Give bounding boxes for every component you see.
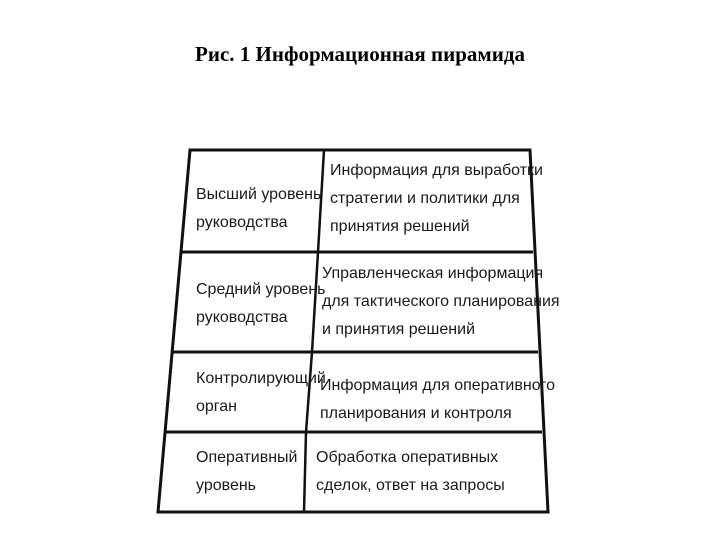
level-1-right-line: стратегии и политики для [330, 190, 520, 207]
level-4-left-line: Оперативный [196, 449, 298, 466]
level-3-right-line: Информация для оперативного [320, 377, 555, 394]
level-2-right-line: Управленческая информация [322, 265, 544, 282]
level-3-left [196, 365, 326, 421]
level-4-left-line: уровень [196, 477, 257, 494]
level-4-right [316, 444, 505, 500]
level-3-left-line: орган [196, 398, 238, 415]
level-4-right-line: Обработка оперативных [316, 449, 499, 466]
level-2-left-line: руководства [196, 309, 288, 326]
level-3-right [320, 372, 555, 428]
level-1-left [196, 181, 321, 237]
level-2-left-line: Средний уровень [196, 281, 326, 298]
level-1-left-line: руководства [196, 214, 288, 231]
level-1-left-line: Высший уровень [196, 186, 322, 203]
level-2-right-line: и принятия решений [322, 321, 475, 338]
level-1-right [330, 157, 543, 241]
level-1-right-line: Информация для выработки [330, 162, 543, 179]
level-4-right-line: сделок, ответ на запросы [316, 477, 505, 494]
level-2-right-line: для тактического планирования [322, 293, 560, 310]
level-4-left [196, 444, 298, 500]
level-2-right [322, 260, 560, 344]
level-2-left [196, 276, 326, 332]
level-3-left-line: Контролирующий [196, 370, 326, 387]
level-1-right-line: принятия решений [330, 218, 470, 235]
level-3-right-line: планирования и контроля [320, 405, 512, 422]
figure-caption: Рис. 1 Информационная пирамида [195, 42, 525, 66]
